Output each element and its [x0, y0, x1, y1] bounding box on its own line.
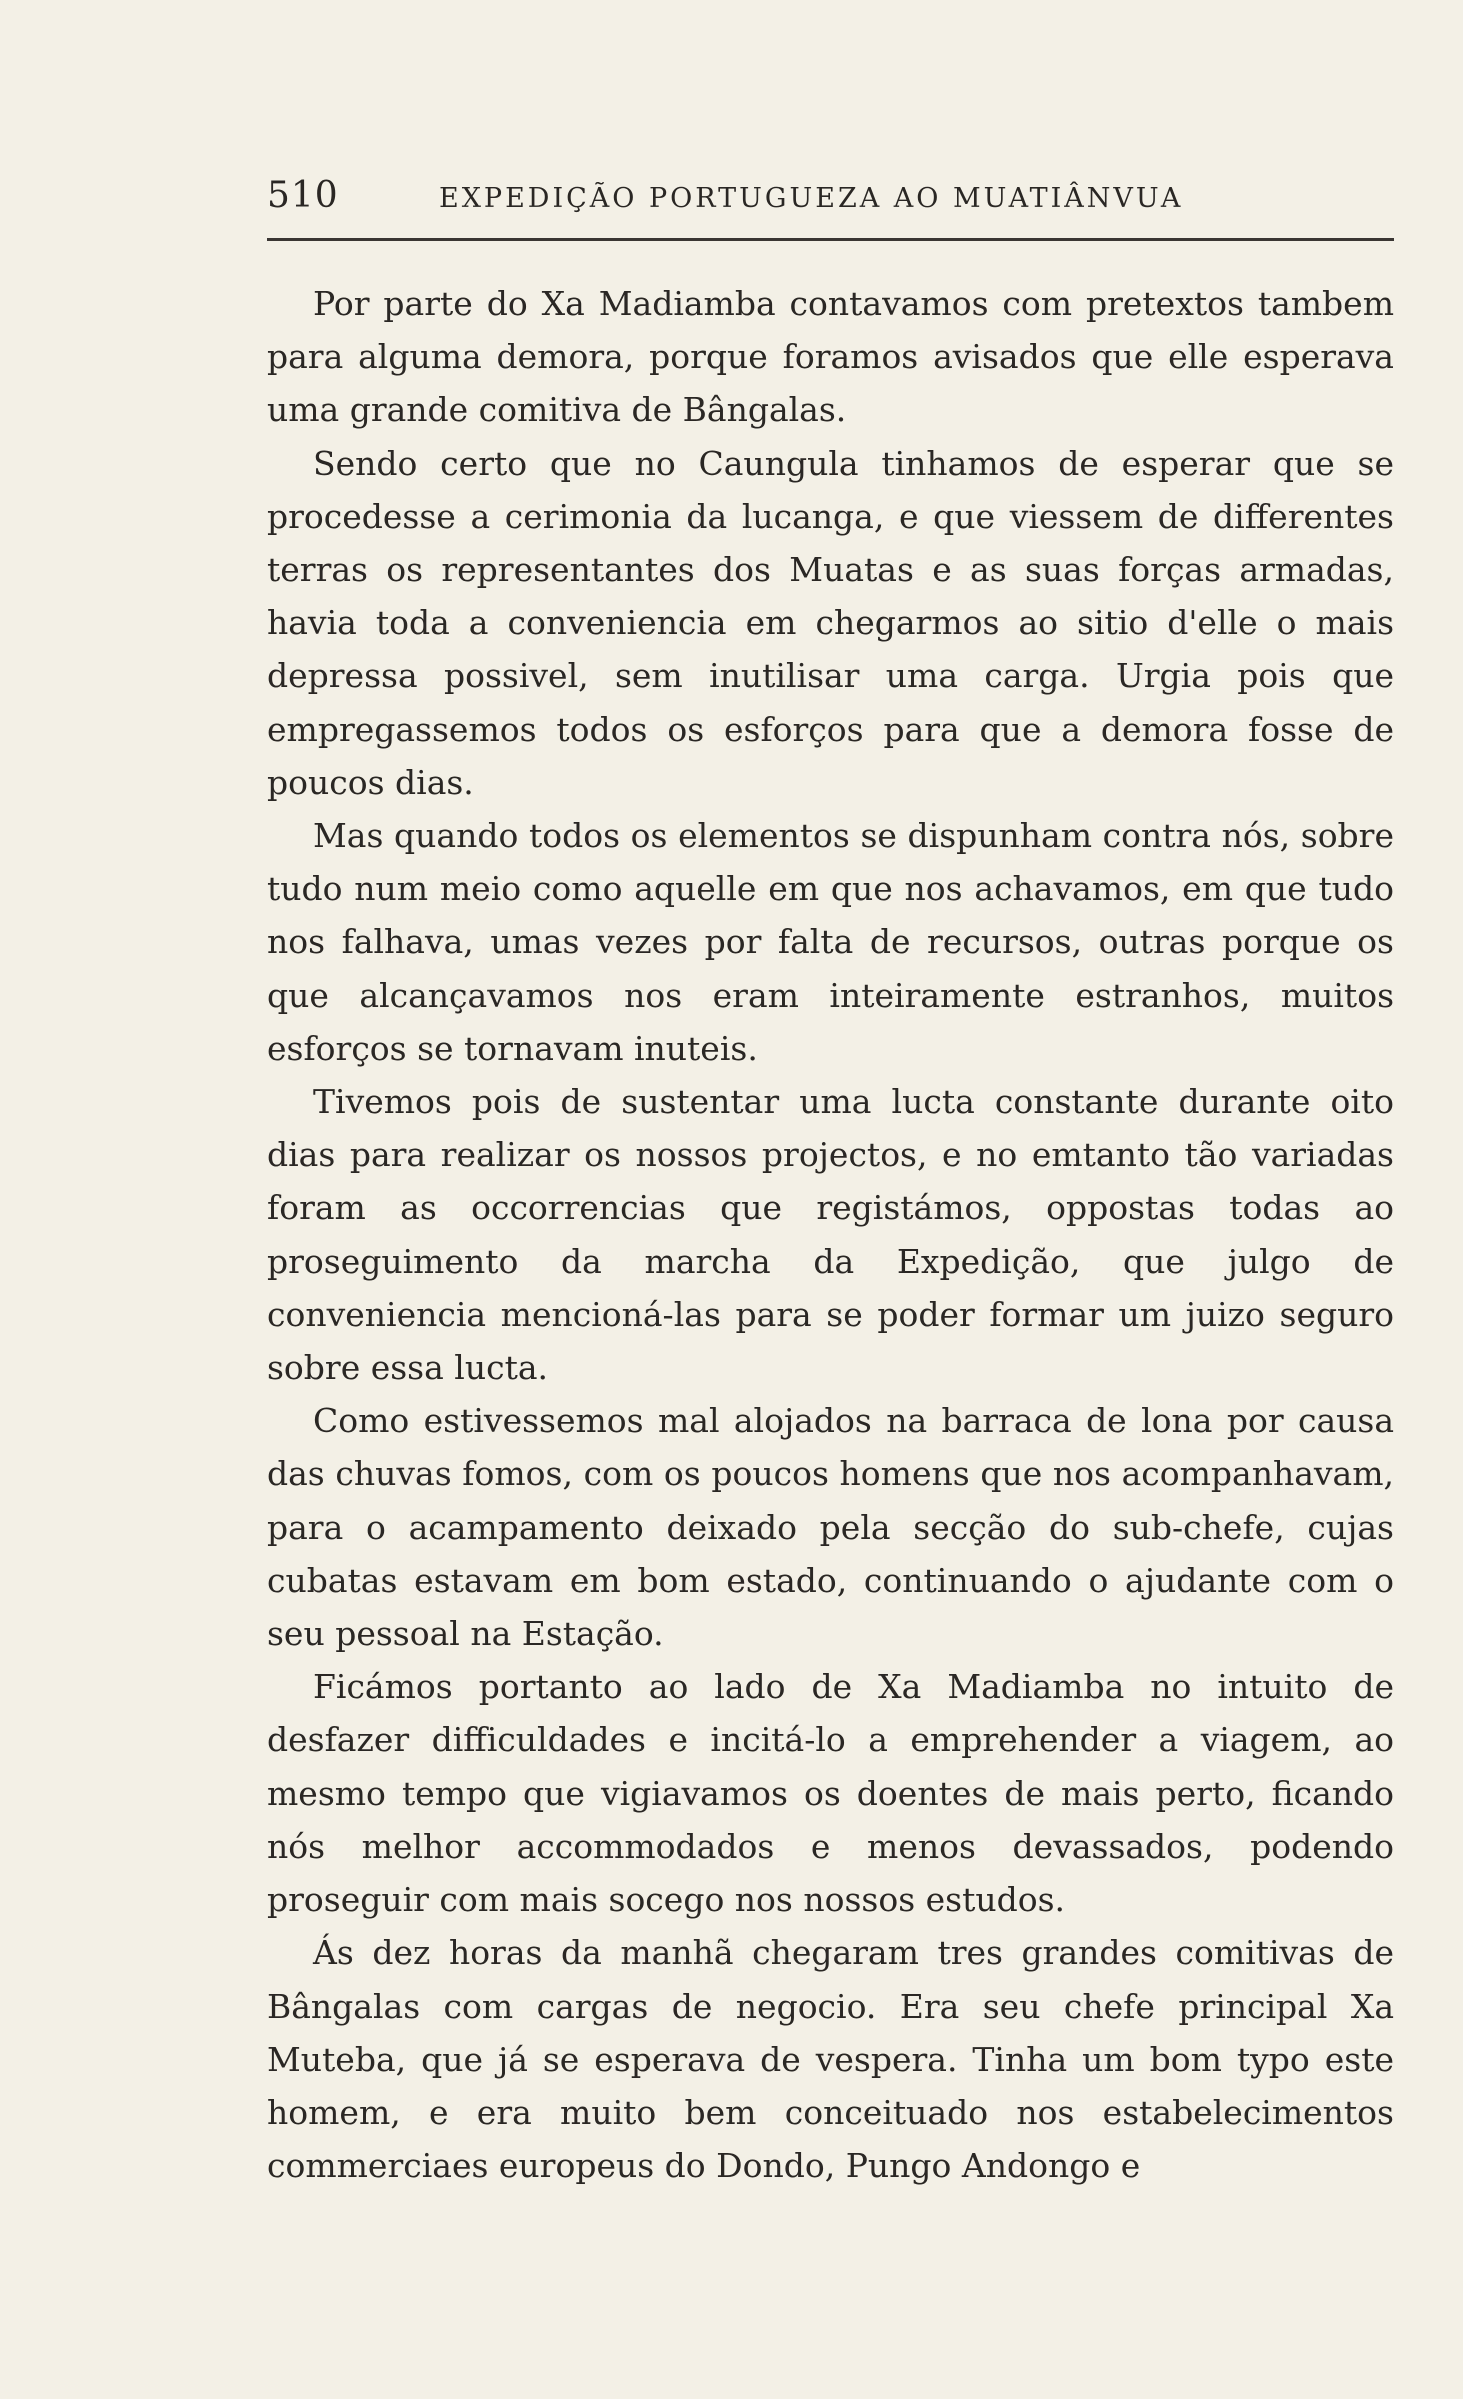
paragraph: Como estivessemos mal alojados na barraca de lona por causa das chuvas fomos, com os poucos homens que nos acompanhavam, para o acampamento deixado pela secção do sub-chefe, cujas cubatas estavam em bom estado, continuando o ajudante com o seu pessoal na Estação. — [267, 1401, 1394, 1654]
body-text — [267, 277, 1394, 2192]
paragraph: Ficámos portanto ao lado de Xa Madiamba no intuito de desfazer difficuldades e incitá-lo a emprehender a viagem, ao mesmo tempo que vigiavamos os doentes de mais perto, ficando nós melhor accommodados e menos devassados, podendo proseguir com mais socego nos nossos estudos. — [267, 1667, 1394, 1920]
page-header — [267, 175, 1397, 225]
paragraph: Por parte do Xa Madiamba contavamos com pretextos tambem para alguma demora, porque foramos avisados que elle esperava uma grande comitiva de Bângalas. — [267, 284, 1394, 430]
paragraph: Tivemos pois de sustentar uma lucta constante durante oito dias para realizar os nossos projectos, e no emtanto tão variadas foram as occorrencias que registámos, oppostas todas ao proseguimento da marcha da Expedição, que julgo de conveniencia mencioná-las para se poder formar um juizo seguro sobre essa lucta. — [267, 1082, 1394, 1388]
paragraph: Ás dez horas da manhã chegaram tres grandes comitivas de Bângalas com cargas de negocio. Era seu chefe principal Xa Muteba, que já se esperava de vespera. Tinha um bom typo este homem, e era muito bem conceituado nos estabelecimentos commerciaes europeus do Dondo, Pungo Andongo e — [267, 1933, 1394, 2186]
paragraph: Mas quando todos os elementos se dispunham contra nós, sobre tudo num meio como aquelle em que nos achavamos, em que tudo nos falhava, umas vezes por falta de recursos, outras porque os que alcançavamos nos eram inteiramente estranhos, muitos esforços se tornavam inuteis. — [267, 816, 1394, 1068]
running-title: EXPEDIÇÃO PORTUGUEZA AO MUATIÂNVUA — [439, 183, 1184, 214]
page-number: 510 — [267, 175, 339, 216]
paragraph: Sendo certo que no Caungula tinhamos de esperar que se procedesse a cerimonia da lucanga, e que viessem de differentes terras os representantes dos Muatas e as suas forças armadas, havia toda a conveniencia em chegarmos ao sitio d'elle o mais depressa possivel, sem inutilisar uma carga. Urgia pois que empregassemos todos os esforços para que a demora fosse de poucos dias. — [267, 443, 1394, 802]
header-rule — [267, 238, 1394, 241]
